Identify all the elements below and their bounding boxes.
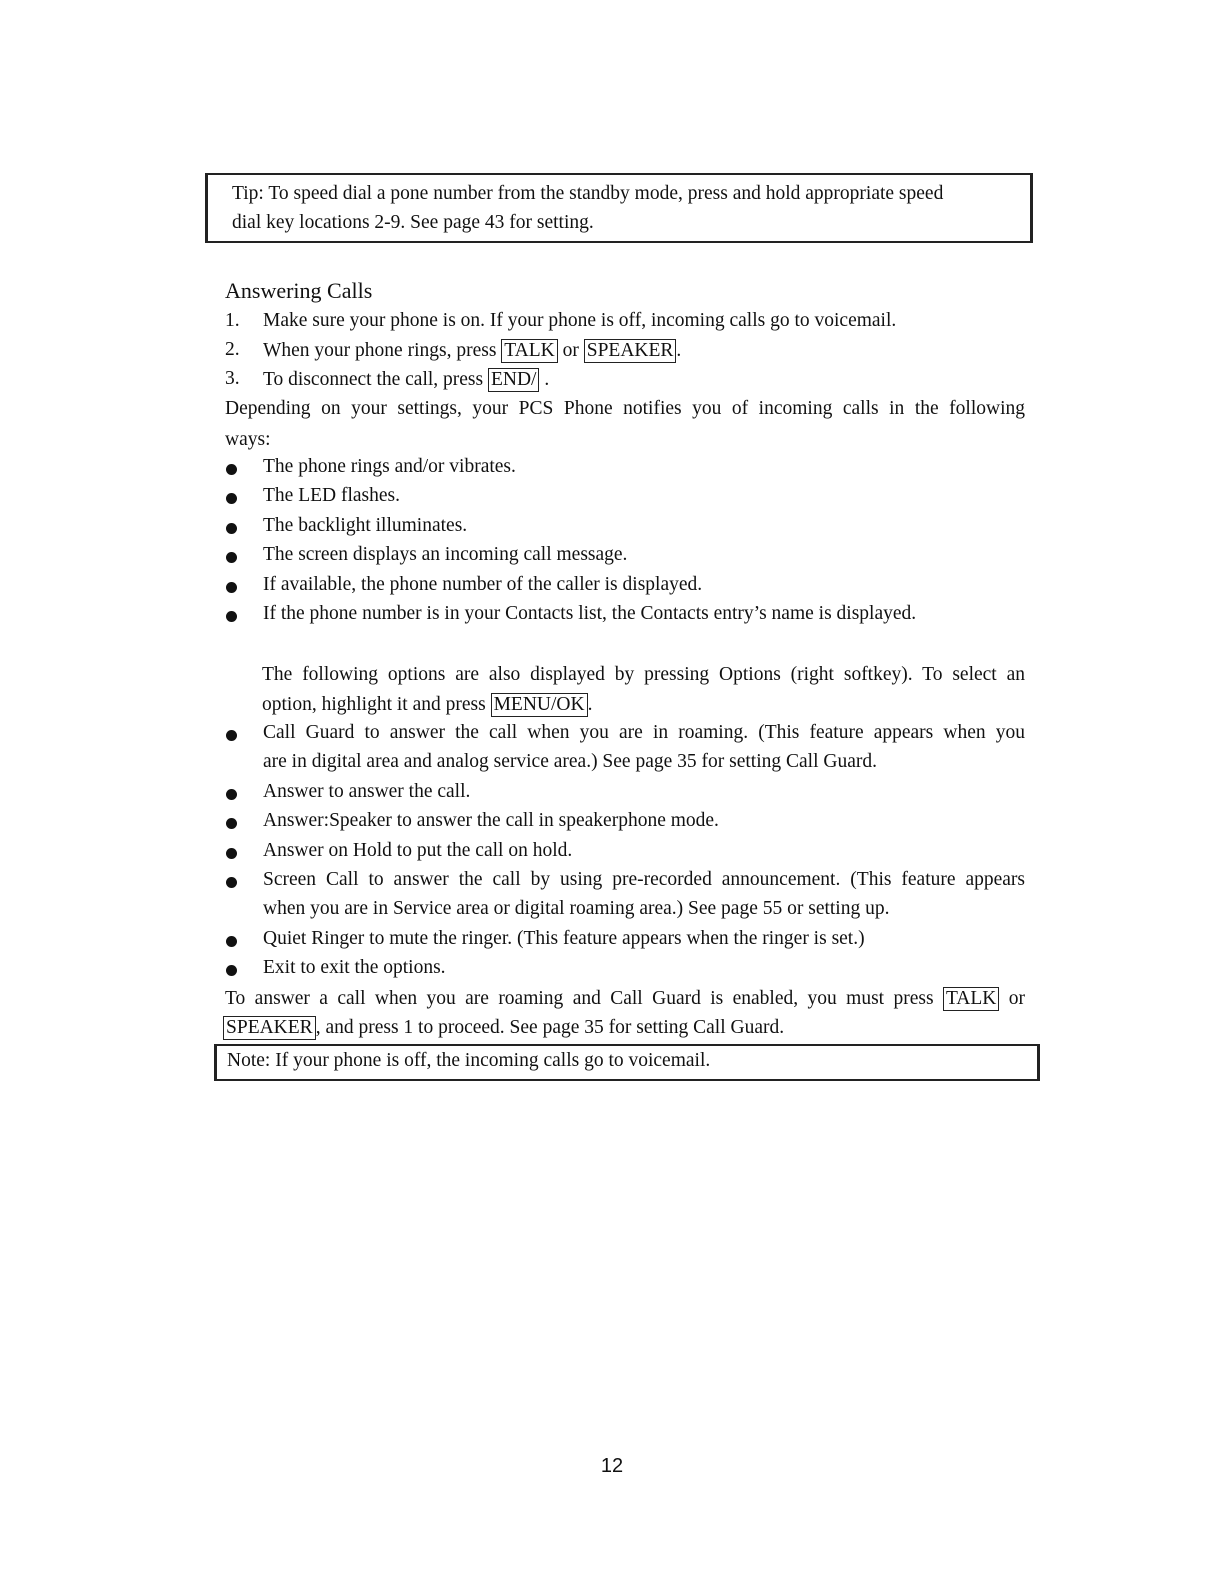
options-intro-line-2: option, highlight it and press MENU/OK . xyxy=(262,694,593,715)
bullet-icon xyxy=(226,730,237,741)
note-label: Note: xyxy=(227,1050,271,1071)
bullet-icon xyxy=(226,789,237,800)
options-intro-line-1: The following options are also displayed by pressing Options (right softkey). To select an xyxy=(262,664,1025,685)
end-key: END/ xyxy=(488,368,540,392)
bullet-icon xyxy=(226,493,237,504)
bullet-icon xyxy=(226,818,237,829)
speaker-key: SPEAKER xyxy=(584,339,677,363)
speaker-key: SPEAKER xyxy=(223,1016,316,1040)
bullet-icon xyxy=(226,611,237,622)
menu-ok-key: MENU/OK xyxy=(491,693,588,717)
tip-line-2: dial key locations 2-9. See page 43 for setting. xyxy=(232,212,594,233)
depending-line-1: Depending on your settings, your PCS Phone notifies you of incoming calls in the following xyxy=(225,398,1025,419)
bullet-icon xyxy=(226,965,237,976)
bullet-icon xyxy=(226,464,237,475)
bullet-icon xyxy=(226,552,237,563)
depending-line-2: ways: xyxy=(225,429,271,450)
page-number: 12 xyxy=(600,1455,624,1477)
talk-key: TALK xyxy=(501,339,557,363)
bullet-icon xyxy=(226,582,237,593)
note-box: Note: If your phone is off, the incoming calls go to voicemail. xyxy=(214,1044,1040,1081)
tip-box xyxy=(205,173,1033,243)
bullet-icon xyxy=(226,936,237,947)
bullet-icon xyxy=(226,523,237,534)
roaming-line-2: SPEAKER , and press 1 to proceed. See page 35 for setting Call Guard. xyxy=(223,1016,784,1040)
talk-key: TALK xyxy=(943,987,999,1011)
bullet-icon xyxy=(226,877,237,888)
bullet-icon xyxy=(226,848,237,859)
tip-line-1: Tip: To speed dial a pone number from the standby mode, press and hold appropriate speed xyxy=(232,183,944,204)
section-heading: Answering Calls xyxy=(225,278,373,303)
roaming-line-1: To answer a call when you are roaming and Call Guard is enabled, you must press TALK or xyxy=(225,988,1026,1009)
tip-label: Tip: xyxy=(232,183,264,204)
